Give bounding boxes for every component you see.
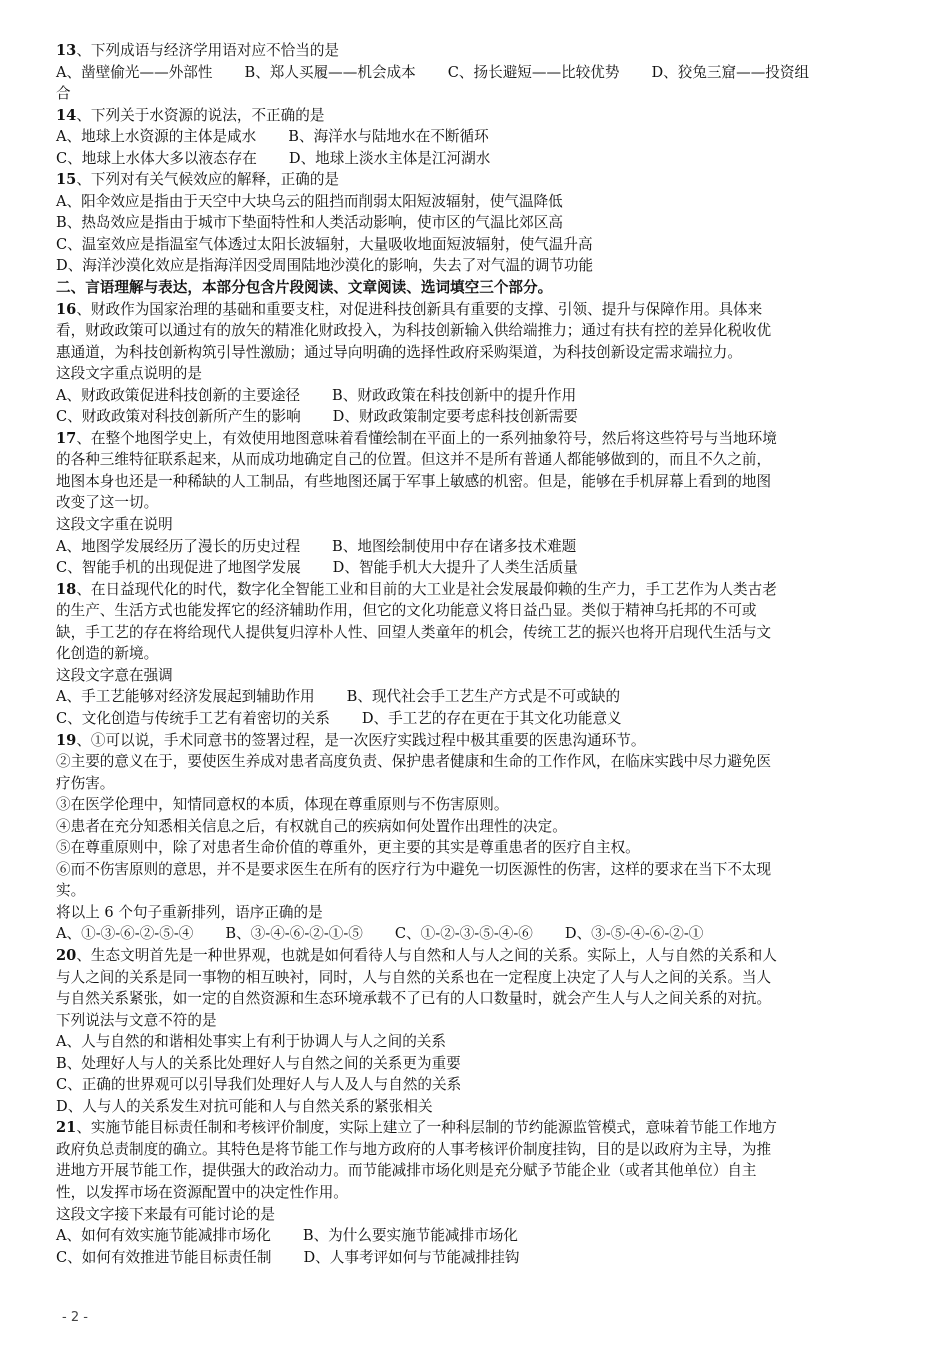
question-19-sentence: ⑤在尊重原则中，除了对患者生命价值的尊重外，更主要的其实是尊重患者的医疗自主权。 <box>56 839 640 857</box>
question-18-passage-line: 18、在日益现代化的时代，数字化全智能工业和目前的大工业是社会发展最仰赖的生产力，手工艺作为人类古老 <box>56 580 777 598</box>
question-19-sentence: ⑥而不伤害原则的意思，并不是要求医生在所有的医疗行为中避免一切医源性的伤害，这样的要求在当下不太现 <box>56 860 772 878</box>
option-d: D、③-⑤-④-⑥-②-① <box>564 925 704 943</box>
option-b: B、现代社会手工艺生产方式是不可或缺的 <box>346 688 621 706</box>
section-heading: 二、言语理解与表达，本部分包含片段阅读、文章阅读、选词填空三个部分。 <box>56 279 553 297</box>
question-16-options-row-1 <box>56 385 884 407</box>
option-d: D、财政政策制定要考虑科技创新需要 <box>332 408 578 426</box>
question-13-option-overflow: 合 <box>56 85 71 103</box>
page-number: - 2 - <box>62 1310 88 1325</box>
option-b: B、热岛效应是指由于城市下垫面特性和人类活动影响，使市区的气温比郊区高 <box>56 214 563 232</box>
question-19-prompt: 将以上 6 个句子重新排列，语序正确的是 <box>56 903 323 921</box>
option-a: A、地球上水资源的主体是咸水 <box>56 128 257 146</box>
question-19-sentence: 实。 <box>56 882 86 900</box>
question-16-passage-line: 16、财政作为国家治理的基础和重要支柱，对促进科技创新具有重要的支撑、引领、提升与保障作用。具体来 <box>56 300 763 318</box>
question-20-passage-line: 与自然关系紧张，如一定的自然资源和生态环境承载不了已有的人口数量时，就会产生人与人之间关系的对抗。 <box>56 990 772 1008</box>
option-b: B、郑人买履——机会成本 <box>244 63 416 81</box>
question-14-options-row-2 <box>56 148 884 170</box>
option-b: B、财政政策在科技创新中的提升作用 <box>332 386 577 404</box>
question-18-passage-line: 化创造的新境。 <box>56 645 159 663</box>
question-17-passage-line: 改变了这一切。 <box>56 494 159 512</box>
question-16-passage-line: 惠通道，为科技创新构筑引导性激励；通过导向明确的选择性政府采购渠道，为科技创新设定需求端拉力。 <box>56 343 742 361</box>
question-20-passage-line: 20、生态文明首先是一种世界观，也就是如何看待人与自然和人与人之间的关系。实际上，人与自然的关系和人 <box>56 946 777 964</box>
option-a: A、财政政策促进科技创新的主要途径 <box>56 386 301 404</box>
option-b: B、为什么要实施节能减排市场化 <box>302 1227 518 1245</box>
option-d: D、智能手机大大提升了人类生活质量 <box>332 559 578 577</box>
option-d: D、狡兔三窟——投资组 <box>651 63 810 81</box>
question-20-passage-line: 与人之间的关系是同一事物的相互映衬，同时，人与自然的关系也在一定程度上决定了人与人之间的关系。当人 <box>56 968 772 986</box>
option-a: A、人与自然的和谐相处事实上有利于协调人与人之间的关系 <box>56 1033 446 1051</box>
question-19-sentence: 疗伤害。 <box>56 774 115 792</box>
question-17-prompt: 这段文字重在说明 <box>56 516 173 534</box>
option-d: D、人事考评如何与节能减排挂钩 <box>303 1248 520 1266</box>
option-b: B、地图绘制使用中存在诸多技术难题 <box>332 537 577 555</box>
option-c: C、正确的世界观可以引导我们处理好人与人及人与自然的关系 <box>56 1076 462 1094</box>
question-19-sentence: 19、①可以说，手术同意书的签署过程，是一次医疗实践过程中极其重要的医患沟通环节。 <box>56 731 646 749</box>
option-c: C、文化创造与传统手工艺有着密切的关系 <box>56 709 330 727</box>
question-18-prompt: 这段文字意在强调 <box>56 666 173 684</box>
question-18-options-row-2 <box>56 708 884 730</box>
question-19-options <box>56 923 884 945</box>
question-19-sentence: ④患者在充分知悉相关信息之后，有权就自己的疾病如何处置作出理性的决定。 <box>56 817 567 835</box>
option-a: A、地图学发展经历了漫长的历史过程 <box>56 537 301 555</box>
option-c: C、扬长避短——比较优势 <box>447 63 620 81</box>
option-d: D、手工艺的存在更在于其文化功能意义 <box>361 709 622 727</box>
question-21-options-row-1 <box>56 1225 884 1247</box>
question-21-passage-line: 21、实施节能目标责任制和考核评价制度，实际上建立了一种科层制的节约能源监管模式，意味着节能工作地方 <box>56 1119 777 1137</box>
question-16-passage-line: 看，财政政策可以通过有的放矢的精准化财政投入，为科技创新输入供给端推力；通过有扶有控的差异化税收优 <box>56 322 772 340</box>
question-14-stem: 14、下列关于水资源的说法，不正确的是 <box>56 106 325 124</box>
option-a: A、手工艺能够对经济发展起到辅助作用 <box>56 688 315 706</box>
question-19-sentence: ③在医学伦理中，知情同意权的本质，体现在尊重原则与不伤害原则。 <box>56 796 509 814</box>
document-page <box>56 40 884 1268</box>
option-d: D、人与人的关系发生对抗可能和人与自然关系的紧张相关 <box>56 1097 433 1115</box>
option-a: A、阳伞效应是指由于天空中大块乌云的阻挡而削弱太阳短波辐射，使气温降低 <box>56 192 563 210</box>
option-c: C、①-②-③-⑤-④-⑥ <box>394 925 533 943</box>
question-16-options-row-2 <box>56 406 884 428</box>
option-a: A、如何有效实施节能减排市场化 <box>56 1227 271 1245</box>
question-17-passage-line: 地图本身也还是一种稀缺的人工制品，有些地图还属于军事上敏感的机密。但是，能够在手机屏幕上看到的地图 <box>56 472 772 490</box>
question-13-stem: 13、下列成语与经济学用语对应不恰当的是 <box>56 42 340 59</box>
question-17-options-row-1 <box>56 536 884 558</box>
option-c: C、财政政策对科技创新所产生的影响 <box>56 408 301 426</box>
option-b: B、③-④-⑥-②-①-⑤ <box>225 925 363 943</box>
question-17-options-row-2 <box>56 557 884 579</box>
question-21-passage-line: 政府负总责制度的确立。其特色是将节能工作与地方政府的人事考核评价制度挂钩，目的是以政府为主导，为推 <box>56 1140 772 1158</box>
question-19-sentence: ②主要的意义在于，要使医生养成对患者高度负责、保护患者健康和生命的工作作风，在临床实践中尽力避免医 <box>56 753 772 771</box>
question-21-passage-line: 进地方开展节能工作，提供强大的政治动力。而节能减排市场化则是充分赋予节能企业（或者其他单位）自主 <box>56 1162 757 1180</box>
question-13-options <box>56 62 884 84</box>
question-18-passage-line: 缺，手工艺的存在将给现代人提供复归淳朴人性、回望人类童年的机会，传统工艺的振兴也将开启现代生活与文 <box>56 623 772 641</box>
option-c: C、地球上水体大多以液态存在 <box>56 149 257 167</box>
option-d: D、海洋沙漠化效应是指海洋因受周围陆地沙漠化的影响，失去了对气温的调节功能 <box>56 257 594 275</box>
question-17-passage-line: 的各种三维特征联系起来，从而成功地确定自己的位置。但这并不是所有普通人都能够做到的，而且不久之前， <box>56 451 772 469</box>
question-21-passage-line: 性，以发挥市场在资源配置中的决定性作用。 <box>56 1183 348 1201</box>
question-18-options-row-1 <box>56 686 884 708</box>
option-d: D、地球上淡水主体是江河湖水 <box>288 149 491 167</box>
question-15-stem: 15、下列对有关气候效应的解释，正确的是 <box>56 171 340 189</box>
question-16-prompt: 这段文字重点说明的是 <box>56 365 202 383</box>
question-21-options-row-2 <box>56 1247 884 1269</box>
option-b: B、处理好人与人的关系比处理好人与自然之间的关系更为重要 <box>56 1054 461 1072</box>
option-a: A、凿壁偷光——外部性 <box>56 63 213 81</box>
option-b: B、海洋水与陆地水在不断循环 <box>288 128 489 146</box>
question-21-prompt: 这段文字接下来最有可能讨论的是 <box>56 1205 275 1223</box>
question-17-passage-line: 17、在整个地图学史上，有效使用地图意味着看懂绘制在平面上的一系列抽象符号，然后将这些符号与当地环境 <box>56 429 777 447</box>
option-c: C、温室效应是指温室气体透过太阳长波辐射，大量吸收地面短波辐射，使气温升高 <box>56 235 593 253</box>
question-14-options-row-1 <box>56 126 884 148</box>
option-c: C、智能手机的出现促进了地图学发展 <box>56 559 301 577</box>
option-a: A、①-③-⑥-②-⑤-④ <box>56 925 194 943</box>
question-18-passage-line: 的生产、生活方式也能发挥它的经济辅助作用，但它的文化功能意义将日益凸显。类似于精神乌托邦的不可或 <box>56 602 757 620</box>
question-20-prompt: 下列说法与文意不符的是 <box>56 1011 217 1029</box>
option-c: C、如何有效推进节能目标责任制 <box>56 1248 272 1266</box>
